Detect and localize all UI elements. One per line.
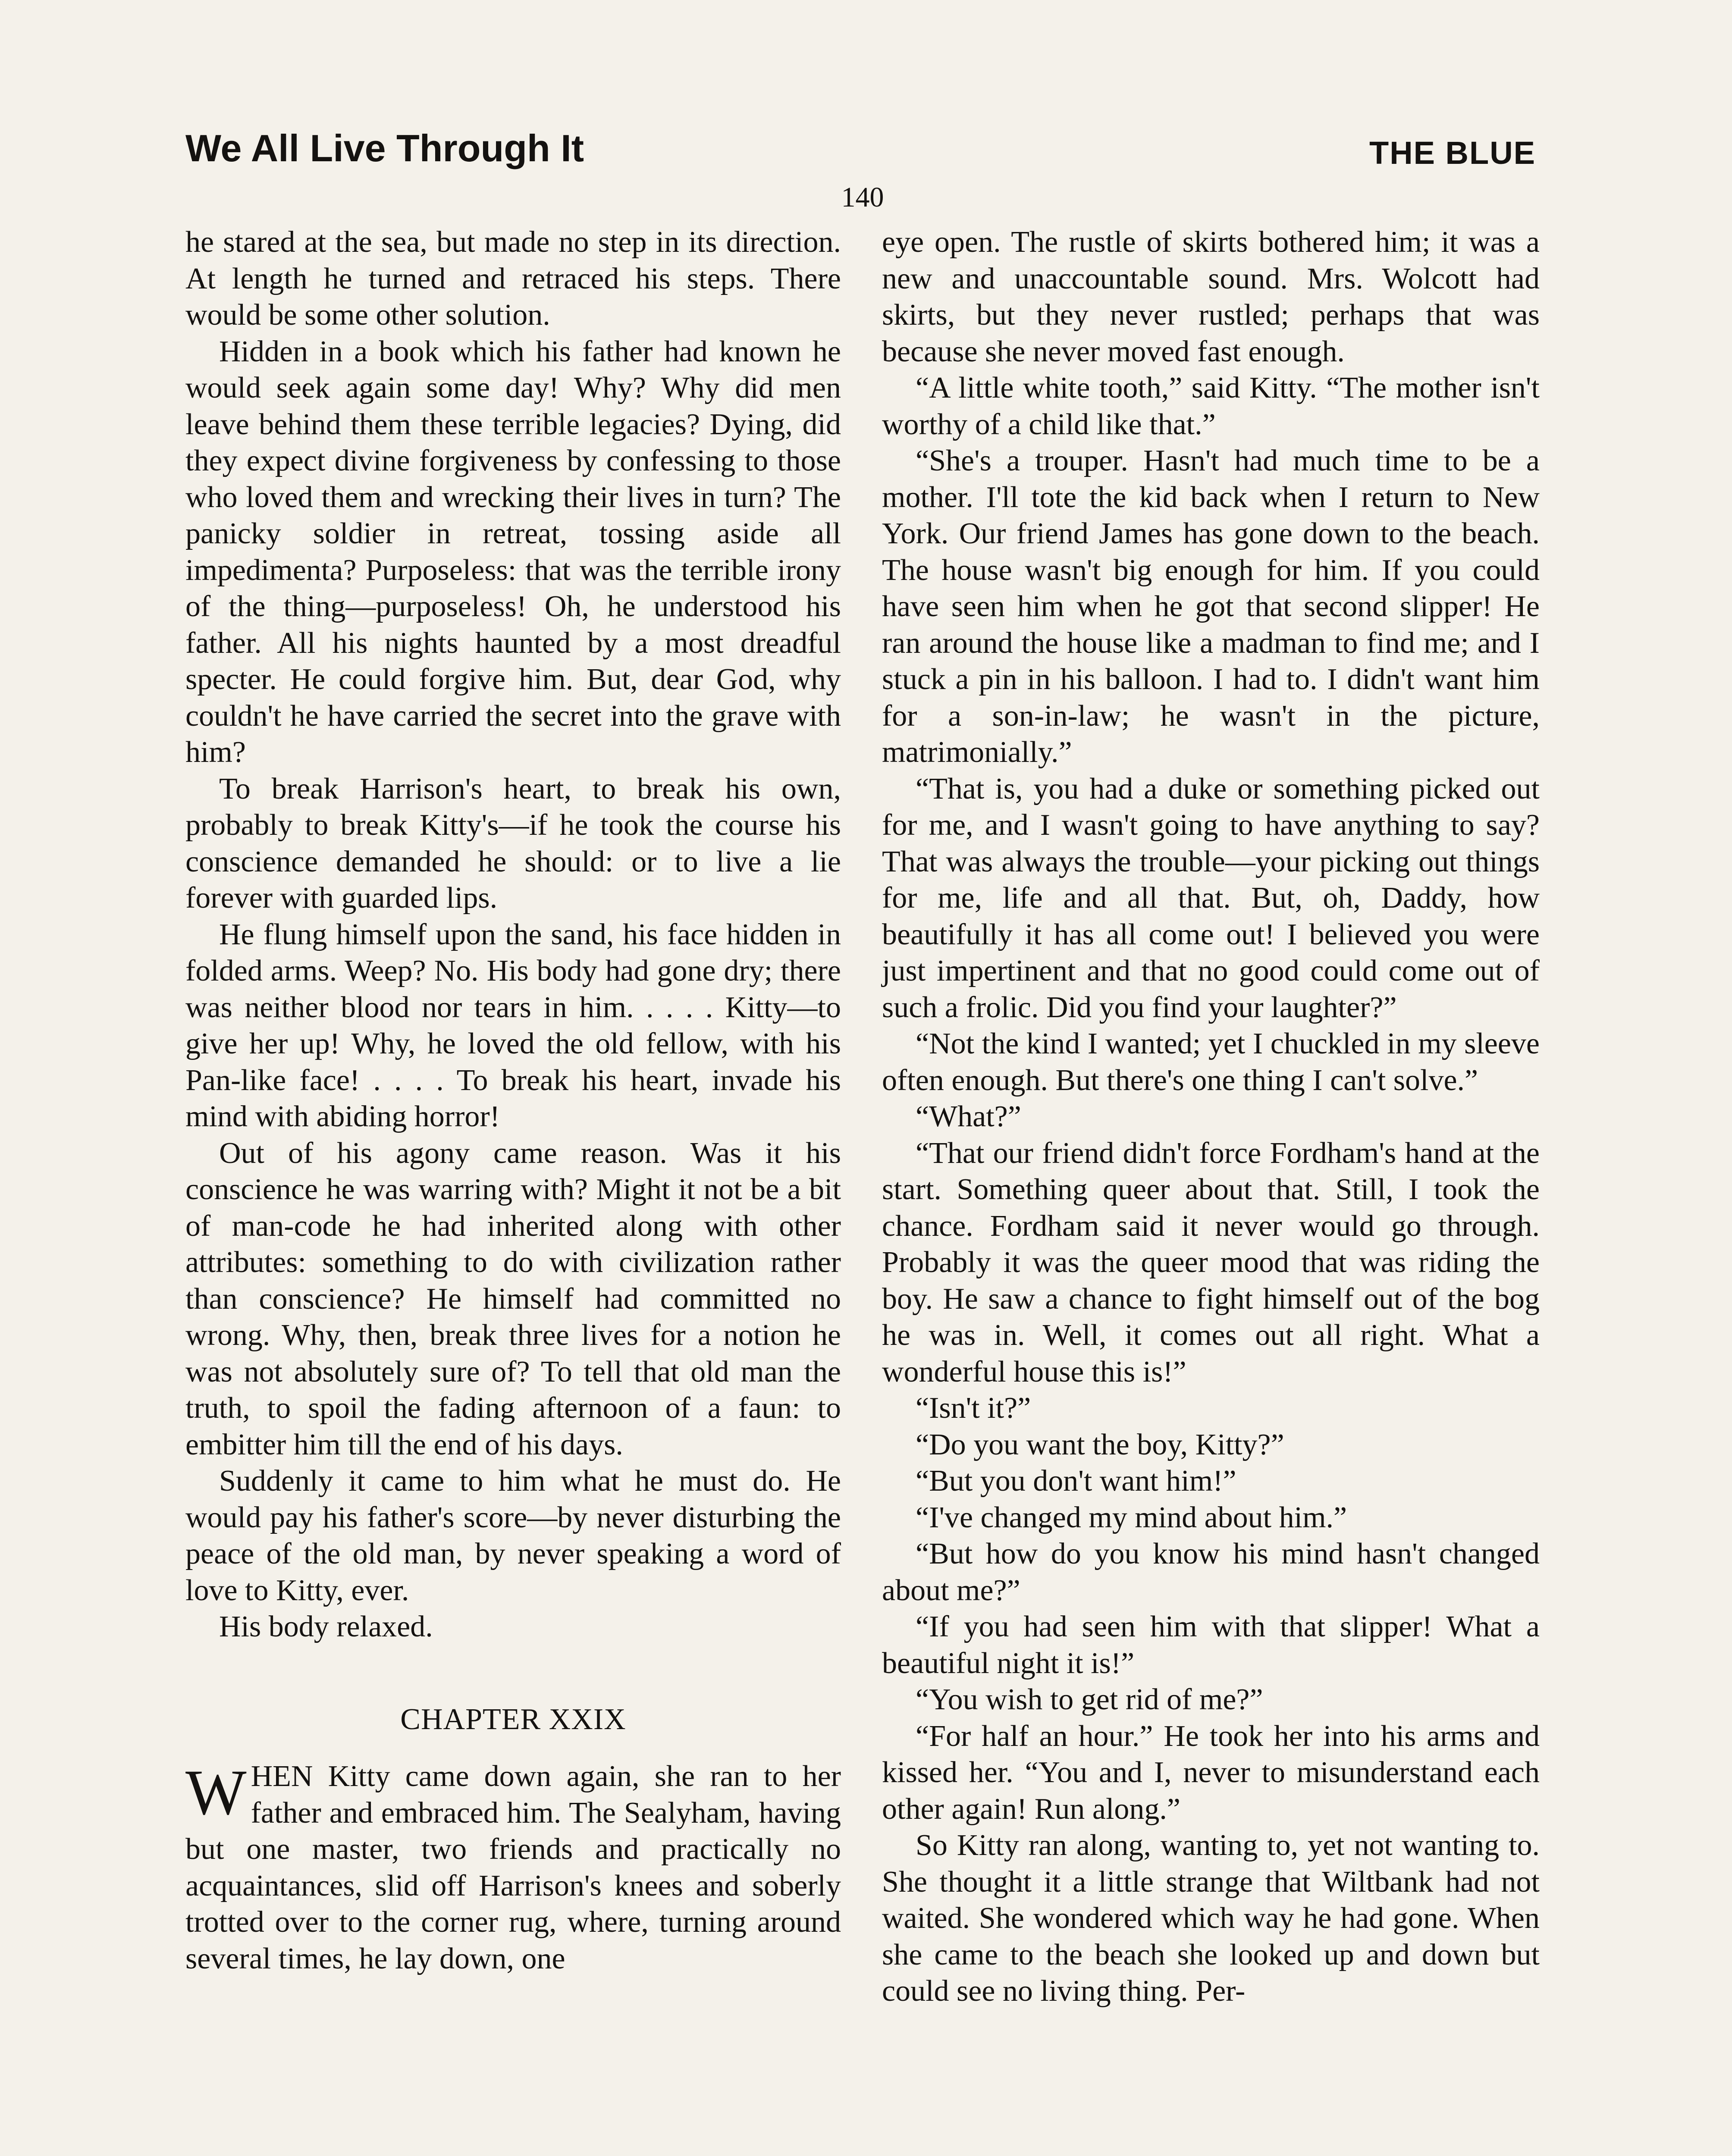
paragraph: Hidden in a book which his father had known he would seek again some day! Why? Why did men leave behind them these terrible legacies? Dying, did they expect divine forgiveness by confessing to those who loved them and wrecking their lives in turn? The panicky soldier in retreat, tossing aside all impedimenta? Purposeless: that was the terrible irony of the thing—purposeless! Oh, he understood his father. All his nights haunted by a most dreadful specter. He could forgive him. But, dear God, why couldn't he have carried the secret into the grave with him? — [185, 335, 841, 769]
paragraph: “She's a trouper. Hasn't had much time to be a mother. I'll tote the kid back when I return to New York. Our friend James has gone down to the beach. The house wasn't big enough for him. If you could have seen him when he got that second slipper! He ran around the house like a madman to find me; and I stuck a pin in his balloon. I had to. I didn't want him for a son-in-law; he wasn't in the picture, matrimonially.” — [882, 444, 1540, 769]
drop-cap: W — [185, 1757, 247, 1828]
paragraph: Suddenly it came to him what he must do. He would pay his father's score—by never disturbing the peace of the old man, by never speaking a word of love to Kitty, ever. — [185, 1464, 841, 1607]
paragraph: “Not the kind I wanted; yet I chuckled in my sleeve often enough. But there's one thing I can't solve.” — [882, 1027, 1540, 1097]
right-column — [882, 224, 1540, 2010]
paragraph: “I've changed my mind about him.” — [916, 1501, 1347, 1534]
paragraph: His body relaxed. — [219, 1610, 433, 1643]
paragraph: “You wish to get rid of me?” — [916, 1683, 1263, 1716]
running-title: We All Live Through It — [185, 127, 584, 169]
left-column — [185, 224, 841, 1977]
paragraph: To break Harrison's heart, to break his own, probably to break Kitty's—if he took the course his conscience demanded he should: or to live a lie forever with guarded lips. — [185, 772, 841, 915]
paragraph: “For half an hour.” He took her into his arms and kissed her. “You and I, never to misunderstand each other again! Run along.” — [882, 1719, 1540, 1826]
chapter-heading: CHAPTER XXIX — [400, 1702, 626, 1736]
paragraph: So Kitty ran along, wanting to, yet not wanting to. She thought it a little strange that Wiltbank had not waited. She wondered which way he had gone. When she came to the beach she looked up and down but could see no living thing. Per- — [882, 1829, 1540, 2008]
paragraph: “What?” — [916, 1100, 1021, 1133]
paragraph: He flung himself upon the sand, his face hidden in folded arms. Weep? No. His body had gone dry; there was neither blood nor tears in him. . . . . Kitty—to give her up! Why, he loved the old fellow, with his Pan-like face! . . . . To break his heart, invade his mind with abiding horror! — [185, 918, 841, 1133]
paragraph: “That is, you had a duke or something picked out for me, and I wasn't going to have anything to say? That was always the trouble—your picking out things for me, life and all that. But, oh, Daddy, how beautifully it has all come out! I believed you were just impertinent and that no good could come out of such a frolic. Did you find your laughter?” — [882, 772, 1540, 1024]
paragraph: “But you don't want him!” — [916, 1464, 1236, 1498]
paragraph: “If you had seen him with that slipper! What a beautiful night it is!” — [882, 1610, 1540, 1680]
paragraph: “But how do you know his mind hasn't changed about me?” — [882, 1537, 1540, 1607]
paragraph: “A little white tooth,” said Kitty. “The mother isn't worthy of a child like that.” — [882, 371, 1540, 441]
paragraph: eye open. The rustle of skirts bothered him; it was a new and unaccountable sound. Mrs. Wolcott had skirts, but they never rustled; perhaps that was because she never moved fast enough. — [882, 226, 1540, 368]
magazine-name: THE BLUE — [1369, 135, 1536, 171]
paragraph: “Isn't it?” — [916, 1391, 1031, 1425]
paragraph: Out of his agony came reason. Was it his conscience he was warring with? Might it not be a bit of man-code he had inherited along with other attributes: something to do with civilization rather than conscience? He himself had committed no wrong. Why, then, break three lives for a notion he was not absolutely sure of? To tell that old man the truth, to spoil the fading afternoon of a faun: to embitter him till the end of his days. — [185, 1136, 841, 1461]
chapter-opening-paragraph — [185, 1758, 841, 1977]
chapter-opening-text: HEN Kitty came down again, she ran to her father and embraced him. The Sealyham, having but one master, two friends and practically no acquaintances, slid off Harrison's knees and soberly trotted over to the corner rug, where, turning around several times, he lay down, one — [185, 1760, 841, 1975]
paragraph: “Do you want the boy, Kitty?” — [916, 1428, 1284, 1461]
paragraph: “That our friend didn't force Fordham's hand at the start. Something queer about that. Still, I took the chance. Fordham said it never would go through. Probably it was the queer mood that was riding the boy. He saw a chance to fight himself out of the bog he was in. Well, it comes out all right. What a wonderful house this is!” — [882, 1136, 1540, 1388]
page-number: 140 — [841, 182, 884, 213]
paragraph: he stared at the sea, but made no step in its direction. At length he turned and retraced his steps. There would be some other solution. — [185, 226, 841, 332]
